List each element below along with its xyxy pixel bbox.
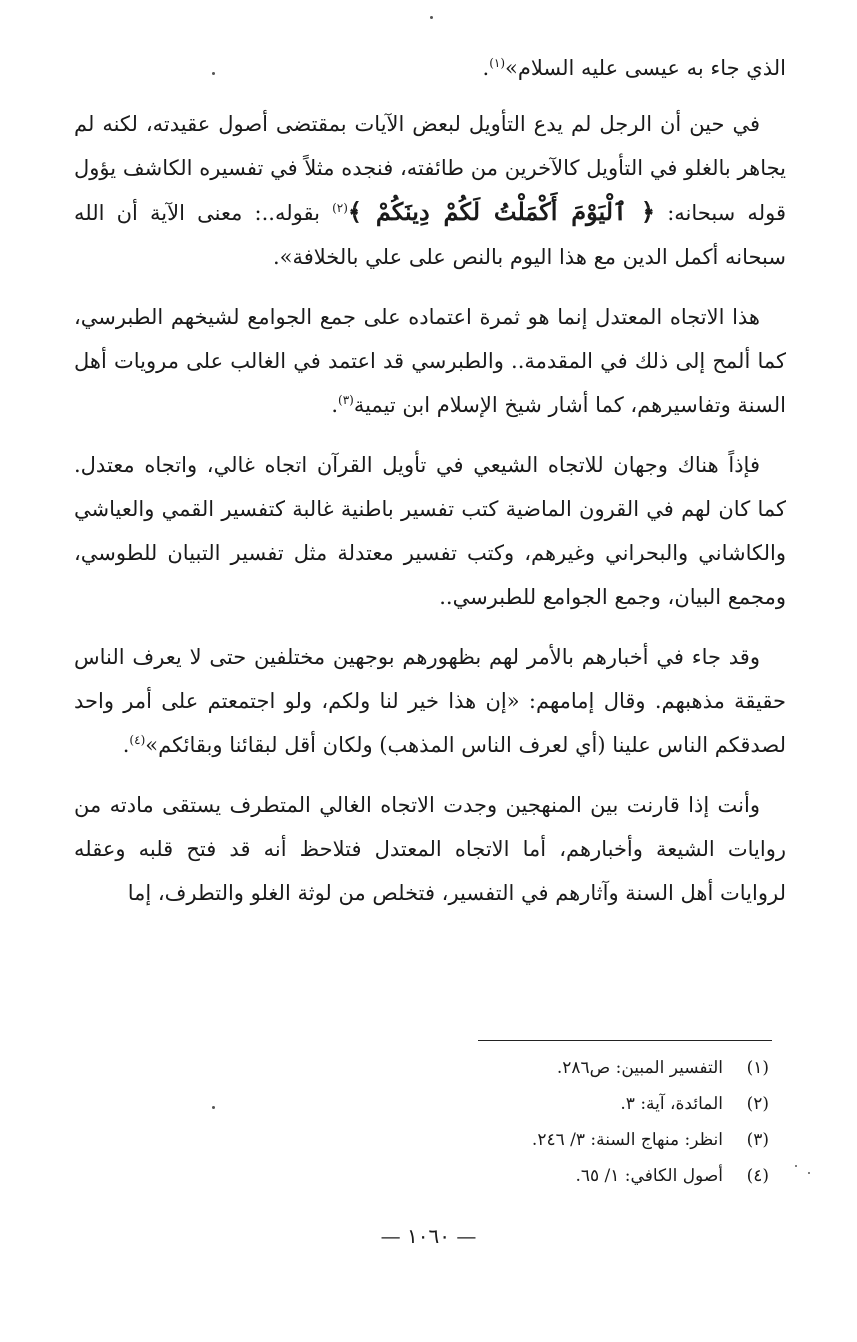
paragraph-imam-quote <box>74 635 786 767</box>
footnote-item <box>349 1158 769 1194</box>
footnote-text: المائدة، آية: ٣. <box>620 1094 723 1114</box>
footnote-item <box>349 1122 769 1158</box>
page-number: — ١٠٦٠ — <box>380 1224 477 1248</box>
paragraph-kashif <box>74 102 786 279</box>
footnote-number: (٣) <box>746 1130 769 1150</box>
paragraph-text: في حين أن الرجل لم يدع التأويل لبعض الآيات بمقتضى أصول عقيدته، لكنه لم يجاهر بالغلو في التأويل كالآخرين من طائفته، فنجده مثلاً في تفسيره الكاشف يؤول قوله سبحانه: <box>74 112 786 225</box>
footnote-number: (١) <box>746 1058 769 1078</box>
paragraph-text: بقوله..: معنى الآية أن الله سبحانه أكمل الدين مع هذا اليوم بالنص على علي بالخلافة». <box>74 201 786 269</box>
footnote-text: أصول الكافي: ١/ ٦٥. <box>575 1166 723 1186</box>
footnote-number: (٤) <box>746 1166 769 1186</box>
footnote-separator <box>478 1040 772 1041</box>
footnote-number: (٢) <box>746 1094 769 1114</box>
sentence-end: . <box>331 393 338 417</box>
scan-speck <box>212 1106 215 1109</box>
paragraph-text: وقد جاء في أخبارهم بالأمر لهم بظهورهم بوجهين مختلفين حتى لا يعرف الناس حقيقة مذهبهم. وقال إمامهم: «إن هذا خير لنا ولكم، ولو اجتمعتم على أمر واحد لصدقكم الناس علينا (أي لعرف الناس المذهب) ولكان أقل لبقائنا وبقائكم» <box>74 645 786 757</box>
paragraph-continuation <box>74 46 786 90</box>
paragraph-moderate-trend <box>74 295 786 427</box>
quran-verse: ﴿ ٱلْيَوْمَ أَكْمَلْتُ لَكُمْ دِينَكُمْ ﴾ <box>347 197 656 226</box>
sentence-end: . <box>122 733 130 757</box>
paragraph-two-trends <box>74 443 786 619</box>
scan-speck <box>795 1165 797 1167</box>
footnote-ref-1[interactable]: (١) <box>489 56 506 70</box>
footnote-text: انظر: منهاج السنة: ٣/ ٢٤٦. <box>531 1130 723 1150</box>
footnote-ref-4[interactable]: (٤) <box>129 733 146 747</box>
footnotes-list <box>349 1050 769 1194</box>
paragraph-text: وأنت إذا قارنت بين المنهجين وجدت الاتجاه الغالي المتطرف يستقى مادته من روايات الشيعة وأخبارهم، أما الاتجاه المعتدل فتلاحظ أنه قد فتح قلبه وعقله لروايات أهل السنة وآثارهم في التفسير، فتخلص من لوثة الغلو والتطرف، إما <box>74 793 786 905</box>
paragraph-text: فإذاً هناك وجهان للاتجاه الشيعي في تأويل القرآن اتجاه غالي، واتجاه معتدل. كما كان لهم في القرون الماضية كتب تفسير باطنية غالبة كتفسير القمي والعياشي والكاشاني والبحراني وغيرهم، وكتب تفسير معتدلة مثل تفسير التبيان للطوسي، ومجمع البيان، وجمع الجوامع للطبرسي.. <box>74 453 786 609</box>
footnote-item <box>349 1050 769 1086</box>
document-body <box>74 46 786 931</box>
scan-speck <box>430 16 433 19</box>
paragraph-comparison <box>74 783 786 915</box>
footnote-text: التفسير المبين: ص٢٨٦. <box>556 1058 723 1078</box>
scan-speck <box>808 1172 810 1174</box>
footnote-ref-2[interactable]: (٢) <box>332 201 348 215</box>
footnote-ref-3[interactable]: (٣) <box>338 393 354 407</box>
paragraph-text: الذي جاء به عيسى عليه السلام» <box>505 56 786 80</box>
scan-speck <box>212 72 215 75</box>
sentence-end: . <box>482 56 490 80</box>
paragraph-text: هذا الاتجاه المعتدل إنما هو ثمرة اعتماده على جمع الجوامع لشيخهم الطبرسي، كما ألمح إلى ذلك في المقدمة.. والطبرسي قد اعتمد في الغالب على مرويات أهل السنة وتفاسيرهم، كما أشار شيخ الإسلام ابن تيمية <box>74 305 786 417</box>
footnote-item <box>349 1086 769 1122</box>
